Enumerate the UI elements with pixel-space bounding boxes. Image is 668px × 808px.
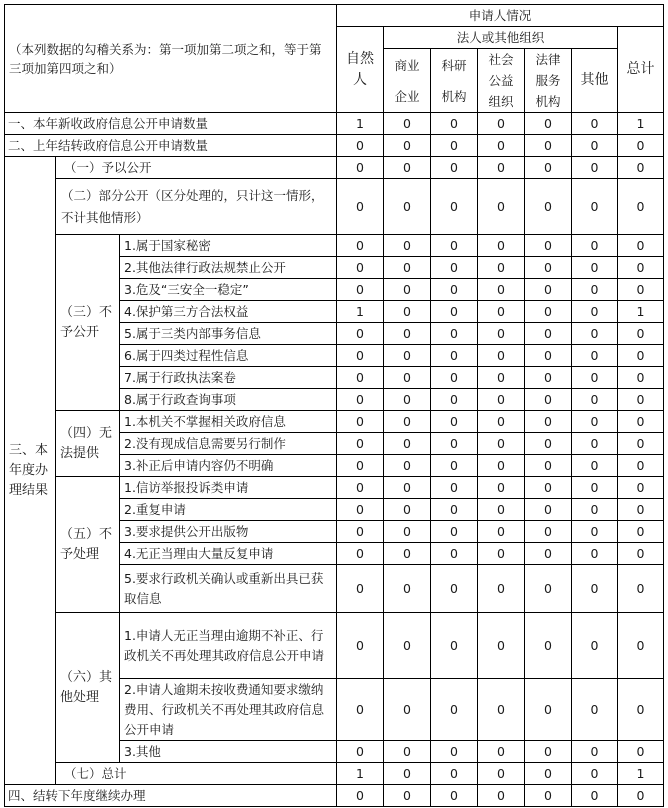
value-cell: 0	[525, 679, 572, 741]
value-cell: 0	[525, 433, 572, 455]
value-cell: 0	[337, 785, 384, 807]
value-cell: 0	[525, 785, 572, 807]
value-cell: 0	[478, 741, 525, 763]
table-body	[5, 5, 664, 807]
value-cell: 0	[337, 499, 384, 521]
value-cell: 0	[384, 389, 431, 411]
group-label: （七）总计	[56, 763, 337, 785]
value-cell: 0	[618, 157, 664, 179]
value-cell: 0	[384, 565, 431, 613]
value-cell: 0	[337, 157, 384, 179]
value-cell: 0	[384, 433, 431, 455]
value-cell: 0	[337, 389, 384, 411]
value-cell: 0	[384, 477, 431, 499]
value-cell: 0	[478, 157, 525, 179]
value-cell: 0	[431, 613, 478, 679]
value-cell: 0	[525, 157, 572, 179]
value-cell: 0	[431, 157, 478, 179]
row-label: 二、上年结转政府信息公开申请数量	[5, 135, 337, 157]
value-cell: 0	[431, 345, 478, 367]
value-cell: 0	[431, 257, 478, 279]
value-cell: 0	[572, 565, 618, 613]
item-label: 1.信访举报投诉类申请	[120, 477, 337, 499]
value-cell: 0	[618, 521, 664, 543]
value-cell: 0	[572, 499, 618, 521]
value-cell: 0	[618, 565, 664, 613]
value-cell: 0	[431, 367, 478, 389]
value-cell: 0	[478, 345, 525, 367]
value-cell: 0	[384, 543, 431, 565]
value-cell: 0	[431, 411, 478, 433]
value-cell: 0	[478, 613, 525, 679]
value-cell: 0	[384, 613, 431, 679]
value-cell: 0	[572, 411, 618, 433]
value-cell: 0	[618, 257, 664, 279]
value-cell: 0	[478, 179, 525, 235]
value-cell: 0	[431, 433, 478, 455]
value-cell: 0	[337, 543, 384, 565]
value-cell: 0	[478, 301, 525, 323]
value-cell: 0	[525, 367, 572, 389]
value-cell: 0	[478, 411, 525, 433]
value-cell: 0	[618, 499, 664, 521]
value-cell: 0	[478, 235, 525, 257]
value-cell: 0	[525, 389, 572, 411]
value-cell: 1	[618, 113, 664, 135]
col-legal-service: 法律服务机构	[525, 49, 572, 113]
value-cell: 0	[572, 389, 618, 411]
value-cell: 0	[572, 257, 618, 279]
value-cell: 0	[618, 477, 664, 499]
value-cell: 0	[384, 235, 431, 257]
value-cell: 0	[525, 345, 572, 367]
item-label: 8.属于行政查询事项	[120, 389, 337, 411]
value-cell: 0	[337, 367, 384, 389]
value-cell: 0	[572, 477, 618, 499]
value-cell: 0	[572, 543, 618, 565]
value-cell: 0	[525, 477, 572, 499]
item-label: 5.要求行政机关确认或重新出具已获取信息	[120, 565, 337, 613]
value-cell: 0	[572, 367, 618, 389]
value-cell: 0	[572, 613, 618, 679]
item-label: 3.要求提供公开出版物	[120, 521, 337, 543]
value-cell: 0	[384, 345, 431, 367]
value-cell: 0	[337, 235, 384, 257]
value-cell: 0	[431, 455, 478, 477]
value-cell: 0	[572, 235, 618, 257]
value-cell: 0	[572, 785, 618, 807]
value-cell: 0	[618, 613, 664, 679]
value-cell: 0	[618, 323, 664, 345]
col-total: 总计	[618, 27, 664, 113]
value-cell: 0	[525, 135, 572, 157]
item-label: 1.本机关不掌握相关政府信息	[120, 411, 337, 433]
table-row	[5, 613, 664, 679]
value-cell: 0	[525, 257, 572, 279]
value-cell: 0	[431, 135, 478, 157]
gov-info-disclosure-table	[4, 4, 664, 807]
value-cell: 0	[618, 389, 664, 411]
value-cell: 0	[572, 179, 618, 235]
value-cell: 0	[337, 455, 384, 477]
value-cell: 0	[478, 135, 525, 157]
value-cell: 0	[478, 279, 525, 301]
value-cell: 0	[572, 301, 618, 323]
item-label: 3.其他	[120, 741, 337, 763]
value-cell: 0	[431, 389, 478, 411]
group-label: （六）其他处理	[56, 613, 120, 763]
value-cell: 0	[431, 323, 478, 345]
value-cell: 0	[384, 179, 431, 235]
table-row	[5, 785, 664, 807]
item-label: 6.属于四类过程性信息	[120, 345, 337, 367]
value-cell: 0	[572, 323, 618, 345]
row-label: 一、本年新收政府信息公开申请数量	[5, 113, 337, 135]
value-cell: 0	[478, 543, 525, 565]
value-cell: 0	[337, 411, 384, 433]
value-cell: 0	[572, 279, 618, 301]
value-cell: 0	[478, 499, 525, 521]
value-cell: 0	[478, 389, 525, 411]
value-cell: 0	[525, 179, 572, 235]
value-cell: 0	[572, 455, 618, 477]
value-cell: 0	[384, 157, 431, 179]
item-label: 2.重复申请	[120, 499, 337, 521]
value-cell: 0	[337, 613, 384, 679]
row-label: 四、结转下年度继续办理	[5, 785, 337, 807]
value-cell: 0	[525, 543, 572, 565]
value-cell: 0	[618, 411, 664, 433]
value-cell: 0	[384, 679, 431, 741]
value-cell: 0	[525, 499, 572, 521]
table-row	[5, 411, 664, 433]
value-cell: 0	[431, 565, 478, 613]
value-cell: 0	[384, 279, 431, 301]
value-cell: 0	[384, 135, 431, 157]
checksum-note: （本列数据的勾稽关系为：第一项加第二项之和，等于第三项加第四项之和）	[5, 5, 337, 113]
value-cell: 0	[384, 323, 431, 345]
item-label: 7.属于行政执法案卷	[120, 367, 337, 389]
value-cell: 0	[337, 323, 384, 345]
group-label: （三）不予公开	[56, 235, 120, 411]
value-cell: 0	[431, 477, 478, 499]
value-cell: 0	[572, 113, 618, 135]
col-business: 商业企业	[384, 49, 431, 113]
item-label: 5.属于三类内部事务信息	[120, 323, 337, 345]
value-cell: 0	[525, 763, 572, 785]
value-cell: 0	[525, 279, 572, 301]
value-cell: 0	[572, 433, 618, 455]
value-cell: 0	[618, 367, 664, 389]
value-cell: 0	[572, 521, 618, 543]
value-cell: 0	[525, 113, 572, 135]
value-cell: 0	[478, 785, 525, 807]
item-label: 4.保护第三方合法权益	[120, 301, 337, 323]
value-cell: 0	[431, 763, 478, 785]
value-cell: 0	[525, 613, 572, 679]
value-cell: 0	[478, 257, 525, 279]
value-cell: 0	[337, 179, 384, 235]
value-cell: 0	[384, 113, 431, 135]
value-cell: 0	[572, 741, 618, 763]
value-cell: 0	[618, 235, 664, 257]
value-cell: 0	[337, 521, 384, 543]
item-label: 3.危及“三安全一稳定”	[120, 279, 337, 301]
item-label: 2.其他法律行政法规禁止公开	[120, 257, 337, 279]
item-label: 4.无正当理由大量反复申请	[120, 543, 337, 565]
value-cell: 0	[337, 257, 384, 279]
value-cell: 0	[431, 499, 478, 521]
legal-persons-header: 法人或其他组织	[384, 27, 618, 49]
table-row	[5, 235, 664, 257]
value-cell: 0	[618, 345, 664, 367]
value-cell: 0	[618, 785, 664, 807]
value-cell: 0	[525, 565, 572, 613]
value-cell: 0	[384, 785, 431, 807]
value-cell: 0	[337, 433, 384, 455]
value-cell: 0	[478, 763, 525, 785]
value-cell: 0	[431, 235, 478, 257]
value-cell: 1	[337, 113, 384, 135]
value-cell: 0	[572, 345, 618, 367]
value-cell: 0	[431, 543, 478, 565]
value-cell: 0	[525, 741, 572, 763]
value-cell: 0	[525, 235, 572, 257]
value-cell: 0	[337, 279, 384, 301]
value-cell: 0	[337, 565, 384, 613]
table-row	[5, 135, 664, 157]
table-row	[5, 113, 664, 135]
value-cell: 0	[384, 521, 431, 543]
value-cell: 0	[478, 521, 525, 543]
value-cell: 0	[384, 257, 431, 279]
value-cell: 0	[478, 679, 525, 741]
value-cell: 0	[431, 521, 478, 543]
value-cell: 0	[431, 301, 478, 323]
value-cell: 0	[431, 741, 478, 763]
value-cell: 0	[337, 135, 384, 157]
col-other: 其他	[572, 49, 618, 113]
value-cell: 0	[431, 785, 478, 807]
value-cell: 0	[572, 135, 618, 157]
group-label: （五）不予处理	[56, 477, 120, 613]
value-cell: 0	[337, 345, 384, 367]
section-3-label: 三、本年度办理结果	[5, 157, 56, 785]
col-research: 科研机构	[431, 49, 478, 113]
value-cell: 0	[478, 477, 525, 499]
value-cell: 0	[478, 113, 525, 135]
value-cell: 0	[384, 763, 431, 785]
value-cell: 1	[337, 763, 384, 785]
value-cell: 0	[478, 455, 525, 477]
value-cell: 1	[618, 301, 664, 323]
value-cell: 0	[618, 433, 664, 455]
table-row	[5, 157, 664, 179]
table-row	[5, 179, 664, 235]
value-cell: 0	[525, 323, 572, 345]
table-row	[5, 5, 664, 27]
value-cell: 0	[478, 565, 525, 613]
item-label: 1.申请人无正当理由逾期不补正、行政机关不再处理其政府信息公开申请	[120, 613, 337, 679]
item-label: 1.属于国家秘密	[120, 235, 337, 257]
value-cell: 1	[618, 763, 664, 785]
value-cell: 0	[618, 179, 664, 235]
value-cell: 0	[525, 301, 572, 323]
value-cell: 0	[572, 157, 618, 179]
value-cell: 0	[384, 741, 431, 763]
value-cell: 0	[384, 455, 431, 477]
table-row	[5, 763, 664, 785]
value-cell: 0	[618, 679, 664, 741]
value-cell: 0	[384, 367, 431, 389]
value-cell: 0	[478, 433, 525, 455]
value-cell: 0	[384, 499, 431, 521]
value-cell: 0	[525, 521, 572, 543]
applicant-header: 申请人情况	[337, 5, 664, 27]
value-cell: 0	[431, 279, 478, 301]
value-cell: 0	[618, 279, 664, 301]
value-cell: 0	[618, 455, 664, 477]
value-cell: 0	[478, 367, 525, 389]
value-cell: 1	[337, 301, 384, 323]
value-cell: 0	[384, 301, 431, 323]
value-cell: 0	[572, 763, 618, 785]
value-cell: 0	[525, 411, 572, 433]
item-label: 2.没有现成信息需要另行制作	[120, 433, 337, 455]
item-label: 3.补正后申请内容仍不明确	[120, 455, 337, 477]
col-natural-person: 自然人	[337, 27, 384, 113]
col-public-welfare: 社会公益组织	[478, 49, 525, 113]
value-cell: 0	[431, 179, 478, 235]
value-cell: 0	[384, 411, 431, 433]
value-cell: 0	[478, 323, 525, 345]
group-label: （二）部分公开（区分处理的，只计这一情形，不计其他情形）	[56, 179, 337, 235]
table-row	[5, 477, 664, 499]
group-label: （四）无法提供	[56, 411, 120, 477]
value-cell: 0	[618, 741, 664, 763]
value-cell: 0	[618, 543, 664, 565]
value-cell: 0	[337, 741, 384, 763]
value-cell: 0	[572, 679, 618, 741]
value-cell: 0	[337, 477, 384, 499]
value-cell: 0	[337, 679, 384, 741]
value-cell: 0	[618, 135, 664, 157]
value-cell: 0	[431, 679, 478, 741]
value-cell: 0	[431, 113, 478, 135]
value-cell: 0	[525, 455, 572, 477]
group-label: （一）予以公开	[56, 157, 337, 179]
item-label: 2.申请人逾期未按收费通知要求缴纳费用、行政机关不再处理其政府信息公开申请	[120, 679, 337, 741]
